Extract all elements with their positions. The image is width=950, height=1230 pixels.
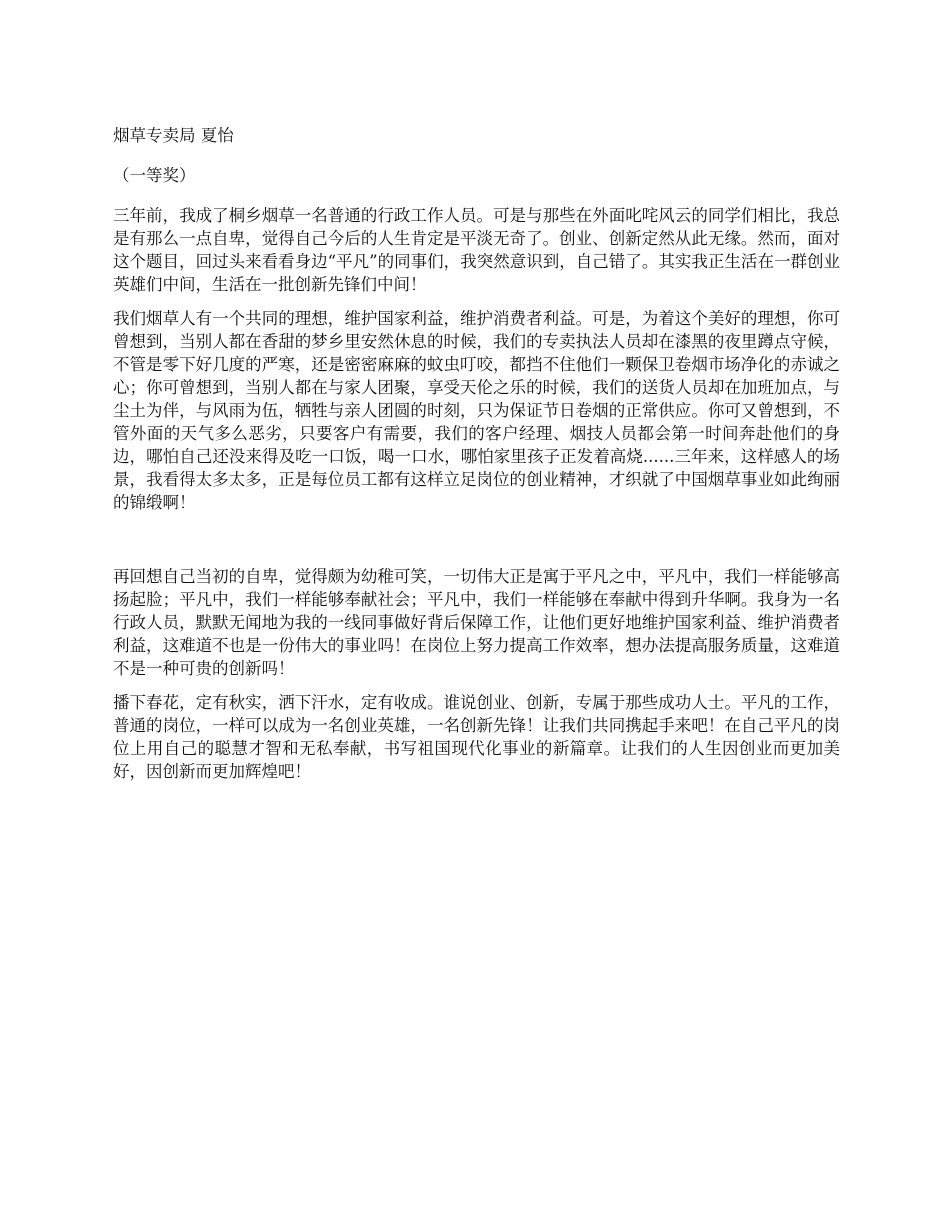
paragraph-1: 三年前，我成了桐乡烟草一名普通的行政工作人员。可是与那些在外面叱咤风云的同学们相比，我总是有那么一点自卑，觉得自己今后的人生肯定是平淡无奇了。创业、创新定然从此无缘。然而，面对这个题目，回过头来看看身边“平凡”的同事们，我突然意识到，自己错了。其实我正生活在一群创业英雄们中间，生活在一批创新先锋们中间！: [113, 206, 840, 294]
author-line: 烟草专卖局 夏怡: [113, 126, 234, 145]
paragraph-4: 播下春花，定有秋实，洒下汗水，定有收成。谁说创业、创新，专属于那些成功人士。平凡的工作，普通的岗位，一样可以成为一名创业英雄，一名创新先锋！让我们共同携起手来吧！在自己平凡的岗位上用自己的聪慧才智和无私奉献，书写祖国现代化事业的新篇章。让我们的人生因创业而更加美好，因创新而更加辉煌吧！: [113, 693, 840, 781]
paragraph-3: 再回想自己当初的自卑，觉得颇为幼稚可笑，一切伟大正是寓于平凡之中，平凡中，我们一样能够高扬起脸；平凡中，我们一样能够奉献社会；平凡中，我们一样能够在奉献中得到升华啊。我身为一名行政人员，默默无闻地为我的一线同事做好背后保障工作，让他们更好地维护国家利益、维护消费者利益，这难道不也是一份伟大的事业吗！在岗位上努力提高工作效率，想办法提高服务质量，这难道不是一种可贵的创新吗！: [113, 567, 840, 678]
paragraph-2: 我们烟草人有一个共同的理想，维护国家利益，维护消费者利益。可是，为着这个美好的理想，你可曾想到，当别人都在香甜的梦乡里安然休息的时候，我们的专卖执法人员却在漆黑的夜里蹲点守候，不管是零下好几度的严寒，还是密密麻麻的蚊虫叮咬，都挡不住他们一颗保卫卷烟市场净化的赤诚之心；你可曾想到，当别人都在与家人团聚，享受天伦之乐的时候，我们的送货人员却在加班加点，与尘土为伴，与风雨为伍，牺牲与亲人团圆的时刻，只为保证节日卷烟的正常供应。你可又曾想到，不管外面的天气多么恶劣，只要客户有需要，我们的客户经理、烟技人员都会第一时间奔赴他们的身边，哪怕自己还没来得及吃一口饭，喝一口水，哪怕家里孩子正发着高烧......三年来，这样感人的场景，我看得太多太多，正是每位员工都有这样立足岗位的创业精神，才织就了中国烟草事业如此绚丽的锦缎啊！: [113, 309, 840, 512]
document-page: [113, 124, 840, 794]
paragraph-gap: [113, 525, 840, 565]
award-line: （一等奖）: [113, 166, 196, 185]
